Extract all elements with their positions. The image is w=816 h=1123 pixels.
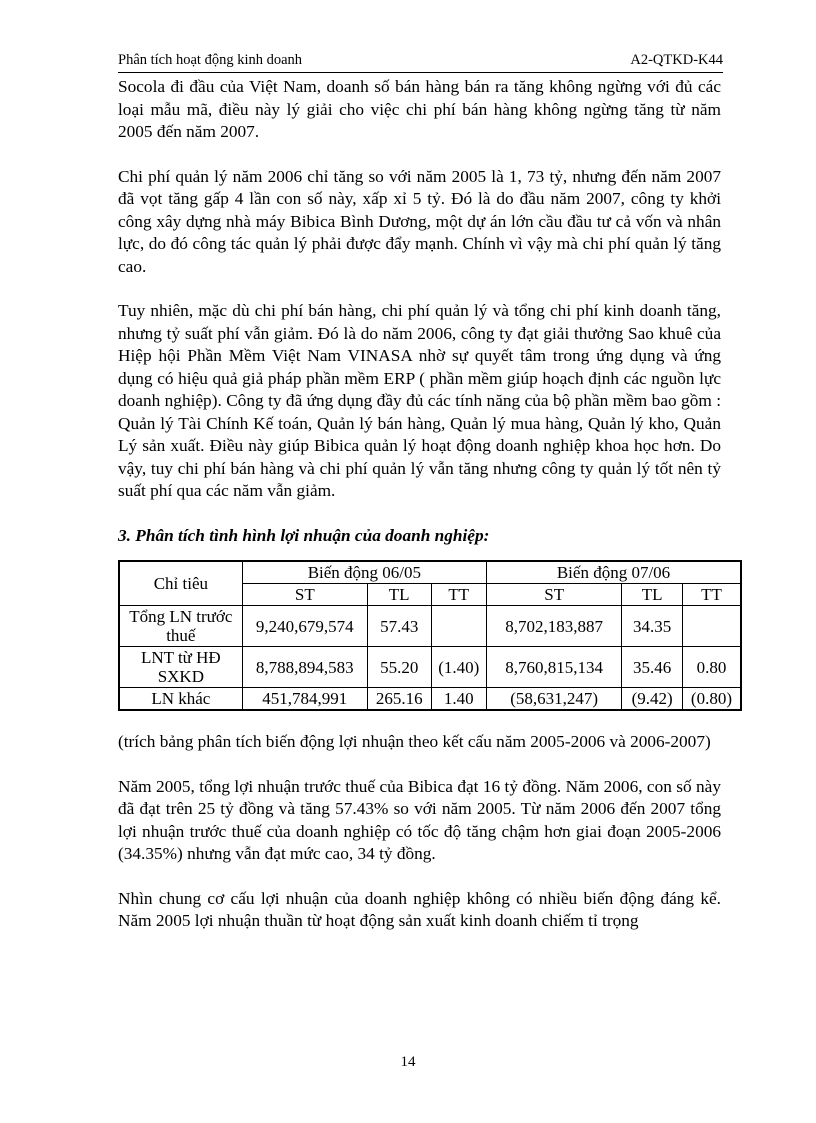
cell-tt2: (0.80) [682, 688, 741, 711]
paragraph: Chi phí quản lý năm 2006 chỉ tăng so với năm 2005 là 1, 73 tỷ, nhưng đến năm 2007 đã vọt tăng gấp 4 lần con số này, xấp xỉ 5 tỷ. Đó là do đầu năm 2007, công ty khởi công xây dựng nhà máy Bibica Bình Dương, một dự án lớn cầu đầu tư cả vốn và nhân lực, do đó công tác quản lý phải được đẩy mạnh. Chính vì vậy mà chi phí quản lý tăng cao. [118, 166, 721, 276]
section-heading: 3. Phân tích tình hình lợi nhuận của doanh nghiệp: [118, 525, 490, 545]
page-number: 14 [400, 1054, 416, 1070]
cell-st1: 8,788,894,583 [242, 647, 367, 688]
header-code: A2-QTKD-K44 [630, 52, 723, 68]
cell-tl2: 35.46 [622, 647, 683, 688]
table-row [119, 647, 741, 688]
cell-tt2: 0.80 [682, 647, 741, 688]
header-group-07-06: Biến động 07/06 [487, 561, 741, 584]
subheader-st: ST [487, 584, 622, 606]
cell-st2: 8,760,815,134 [487, 647, 622, 688]
subheader-tt: TT [431, 584, 487, 606]
paragraph: Tuy nhiên, mặc dù chi phí bán hàng, chi phí quản lý và tổng chi phí kinh doanh tăng, nhưng tỷ suất phí vẫn giảm. Đó là do năm 2006, công ty đạt giải thưởng Sao khuê của Hiệp hội Phần Mềm Việt Nam VINASA nhờ sự quyết tâm trong ứng dụng và ứng dụng có hiệu quả giả pháp phần mềm ERP ( phần mềm giúp hoạch định các nguồn lực doanh nghiệp). Công ty đã ứng dụng đầy đủ các tính năng của bộ phần mềm bao gồm : Quản lý Tài Chính Kế toán, Quản lý bán hàng, Quản lý mua hàng, Quản lý kho, Quản Lý sản xuất. Điều này giúp Bibica quản lý hoạt động doanh nghiệp khoa học hơn. Do vậy, tuy chi phí bán hàng và chi phí quản lý vẫn tăng nhưng công ty quản lý tốt nên tỷ suất phí qua các năm vẫn giảm. [118, 301, 721, 500]
subheader-tl: TL [367, 584, 431, 606]
subheader-tt: TT [682, 584, 741, 606]
document-body [118, 76, 732, 955]
cell-st2: (58,631,247) [487, 688, 622, 711]
table-header-row [119, 561, 741, 584]
profit-table [118, 560, 742, 711]
paragraph: Nhìn chung cơ cấu lợi nhuận của doanh nghiệp không có nhiều biến động đáng kể. Năm 2005 lợi nhuận thuần từ hoạt động sản xuất kinh doanh chiếm tỉ trọng [118, 888, 721, 930]
cell-st1: 9,240,679,574 [242, 606, 367, 647]
row-label: LN khác [119, 688, 242, 711]
cell-st1: 451,784,991 [242, 688, 367, 711]
table-row [119, 688, 741, 711]
subheader-tl: TL [622, 584, 683, 606]
cell-tt1: 1.40 [431, 688, 487, 711]
cell-tl2: (9.42) [622, 688, 683, 711]
header-group-06-05: Biến động 06/05 [242, 561, 486, 584]
paragraph: Năm 2005, tổng lợi nhuận trước thuế của Bibica đạt 16 tỷ đồng. Năm 2006, con số này đã đạt trên 25 tỷ đồng và tăng 57.43% so với năm 2005. Từ năm 2006 đến 2007 tổng lợi nhuận trước thuế của doanh nghiệp có tốc độ tăng chậm hơn giai đoạn 2005-2006 (34.35%) nhưng vẫn đạt mức cao, 34 tỷ đồng. [118, 776, 721, 863]
subheader-st: ST [242, 584, 367, 606]
table-caption: (trích bảng phân tích biến động lợi nhuận theo kết cấu năm 2005-2006 và 2006-2007) [118, 732, 711, 751]
row-label: LNT từ HĐ SXKD [119, 647, 242, 688]
cell-tt1 [431, 606, 487, 647]
cell-st2: 8,702,183,887 [487, 606, 622, 647]
paragraph: Socola đi đầu của Việt Nam, doanh số bán hàng bán ra tăng không ngừng với đủ các loại mẫu mã, điều này lý giải cho việc chi phí bán hàng không ngừng tăng từ năm 2005 đến năm 2007. [118, 77, 721, 141]
table-row [119, 606, 741, 647]
row-label: Tổng LN trước thuế [119, 606, 242, 647]
cell-tl1: 265.16 [367, 688, 431, 711]
cell-tl1: 57.43 [367, 606, 431, 647]
page-header [118, 50, 723, 73]
cell-tt2 [682, 606, 741, 647]
cell-tt1: (1.40) [431, 647, 487, 688]
header-chi-tieu: Chỉ tiêu [119, 561, 242, 606]
cell-tl1: 55.20 [367, 647, 431, 688]
cell-tl2: 34.35 [622, 606, 683, 647]
header-title: Phân tích hoạt động kinh doanh [118, 52, 303, 68]
